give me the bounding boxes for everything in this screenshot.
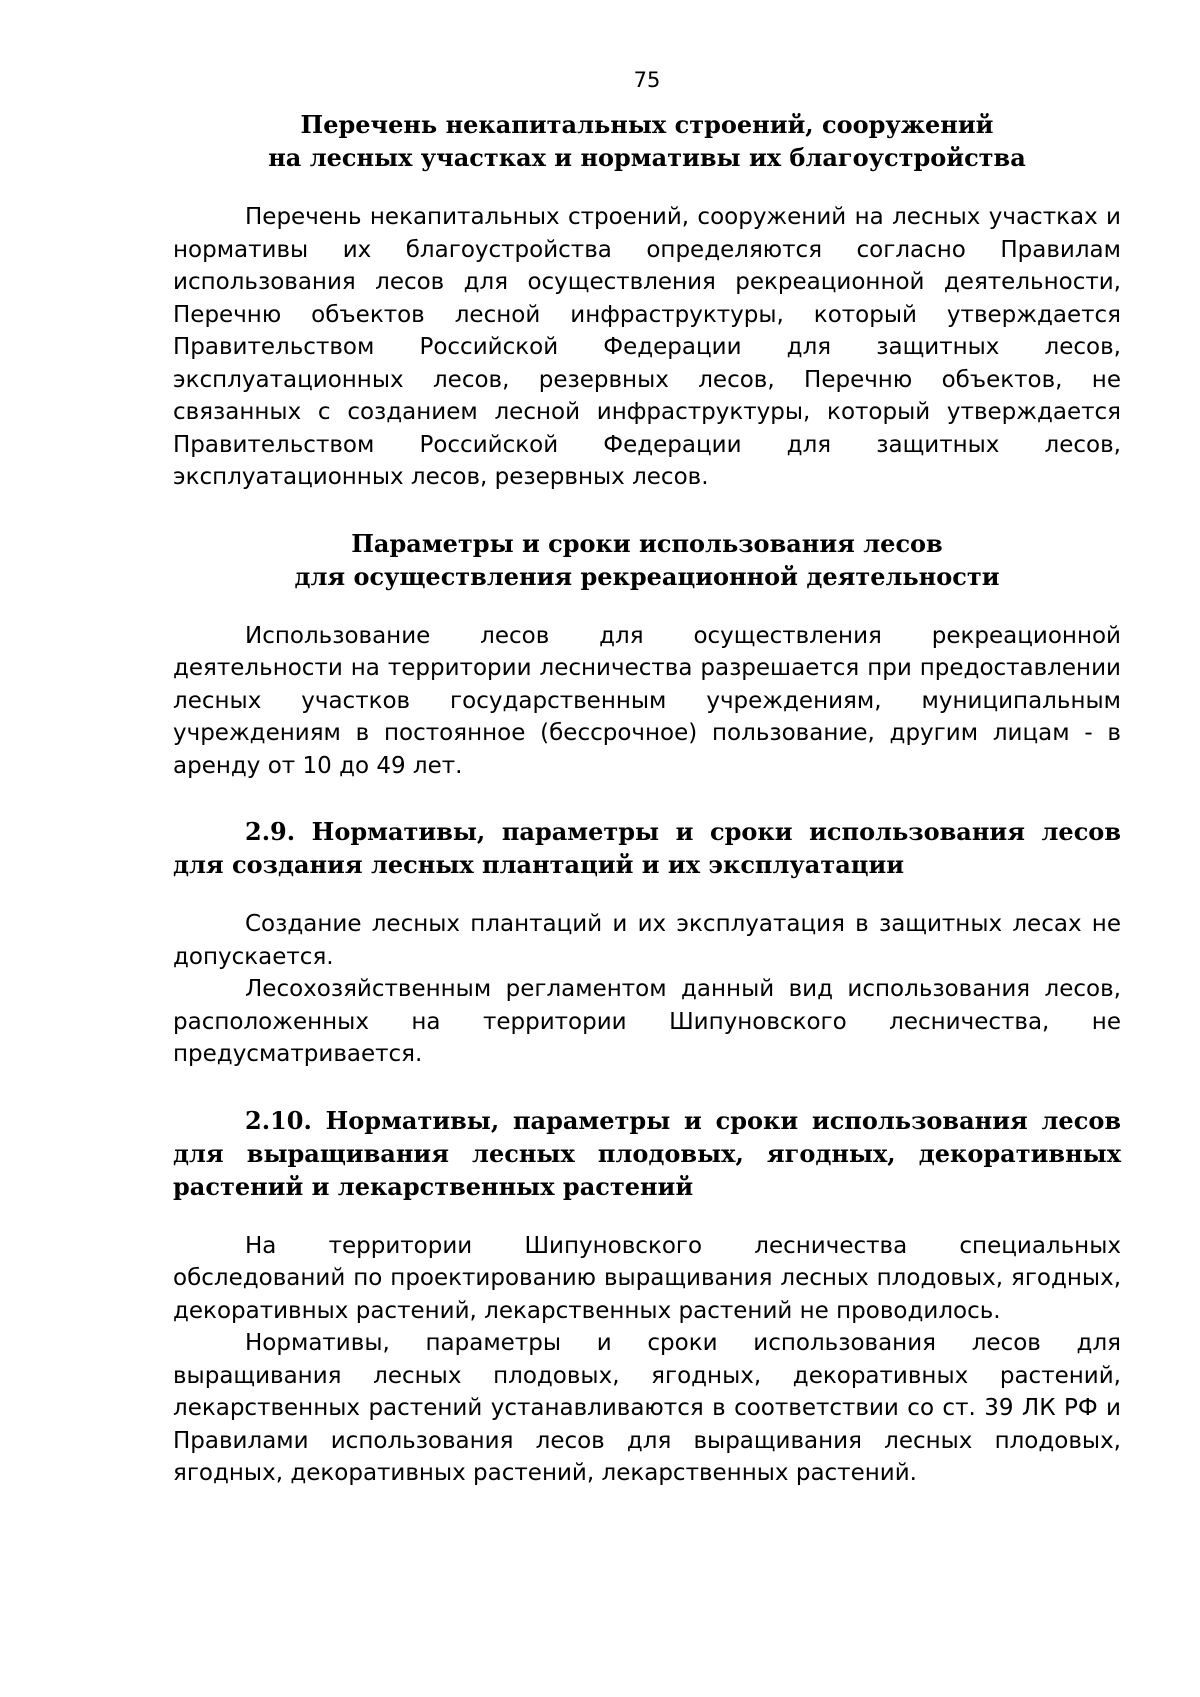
body-paragraph: Нормативы, параметры и сроки использования лесов для выращивания лесных плодовых, ягодных, декоративных растений, лекарственных растений устанавливаются в соответствии со ст. 39 ЛК РФ и Правилами использования лесов для выращивания лесных плодовых, ягодных, декоративных растений, лекарственных растений.: [173, 1330, 1121, 1486]
body-paragraph: Создание лесных плантаций и их эксплуатация в защитных лесах не допускается.: [173, 911, 1121, 970]
section-noncapital-structures: [173, 108, 1121, 494]
document-page: [173, 68, 1121, 1490]
section-heading-line: Перечень некапитальных строений, сооружений: [300, 110, 994, 139]
section-heading-line: на лесных участках и нормативы их благоустройства: [268, 143, 1026, 172]
page-number: 75: [633, 68, 661, 92]
section-heading-line: Параметры и сроки использования лесов: [351, 528, 943, 558]
section-2-10-fruit-berry-plants: [173, 1104, 1121, 1490]
body-paragraph: Лесохозяйственным регламентом данный вид использования лесов, расположенных на территории Шипуновского лесничества, не предусматривается.: [173, 976, 1121, 1067]
section-heading: 2.10. Нормативы, параметры и сроки использования лесов для выращивания лесных плодовых, ягодных, декоративных растений и лекарственных растений: [173, 1105, 1121, 1201]
section-heading: 2.9. Нормативы, параметры и сроки использования лесов для создания лесных плантаций и их эксплуатации: [173, 817, 1121, 879]
body-paragraph: Использование лесов для осуществления рекреационной деятельности на территории лесничества разрешается при предоставлении лесных участков государственным учреждениям, муниципальным учреждениям в постоянное (бессрочное) пользование, другим лицам - в аренду от 10 до 49 лет.: [173, 622, 1121, 779]
section-recreation-parameters: [173, 527, 1121, 783]
section-heading-line: для осуществления рекреационной деятельности: [294, 561, 1000, 591]
body-paragraph: Перечень некапитальных строений, сооружений на лесных участках и нормативы их благоустройства определяются согласно Правилам использования лесов для осуществления рекреационной деятельности, Перечню объектов лесной инфраструктуры, который утверждается Правительством Российской Федерации для защитных лесов, эксплуатационных лесов, резервных лесов, Перечню объектов, не связанных с созданием лесной инфраструктуры, который утверждается Правительством Российской Федерации для защитных лесов, эксплуатационных лесов, резервных лесов.: [173, 204, 1121, 490]
section-2-9-forest-plantations: [173, 815, 1121, 1071]
body-paragraph: На территории Шипуновского лесничества специальных обследований по проектированию выращивания лесных плодовых, ягодных, декоративных растений, лекарственных растений не проводилось.: [173, 1232, 1121, 1324]
